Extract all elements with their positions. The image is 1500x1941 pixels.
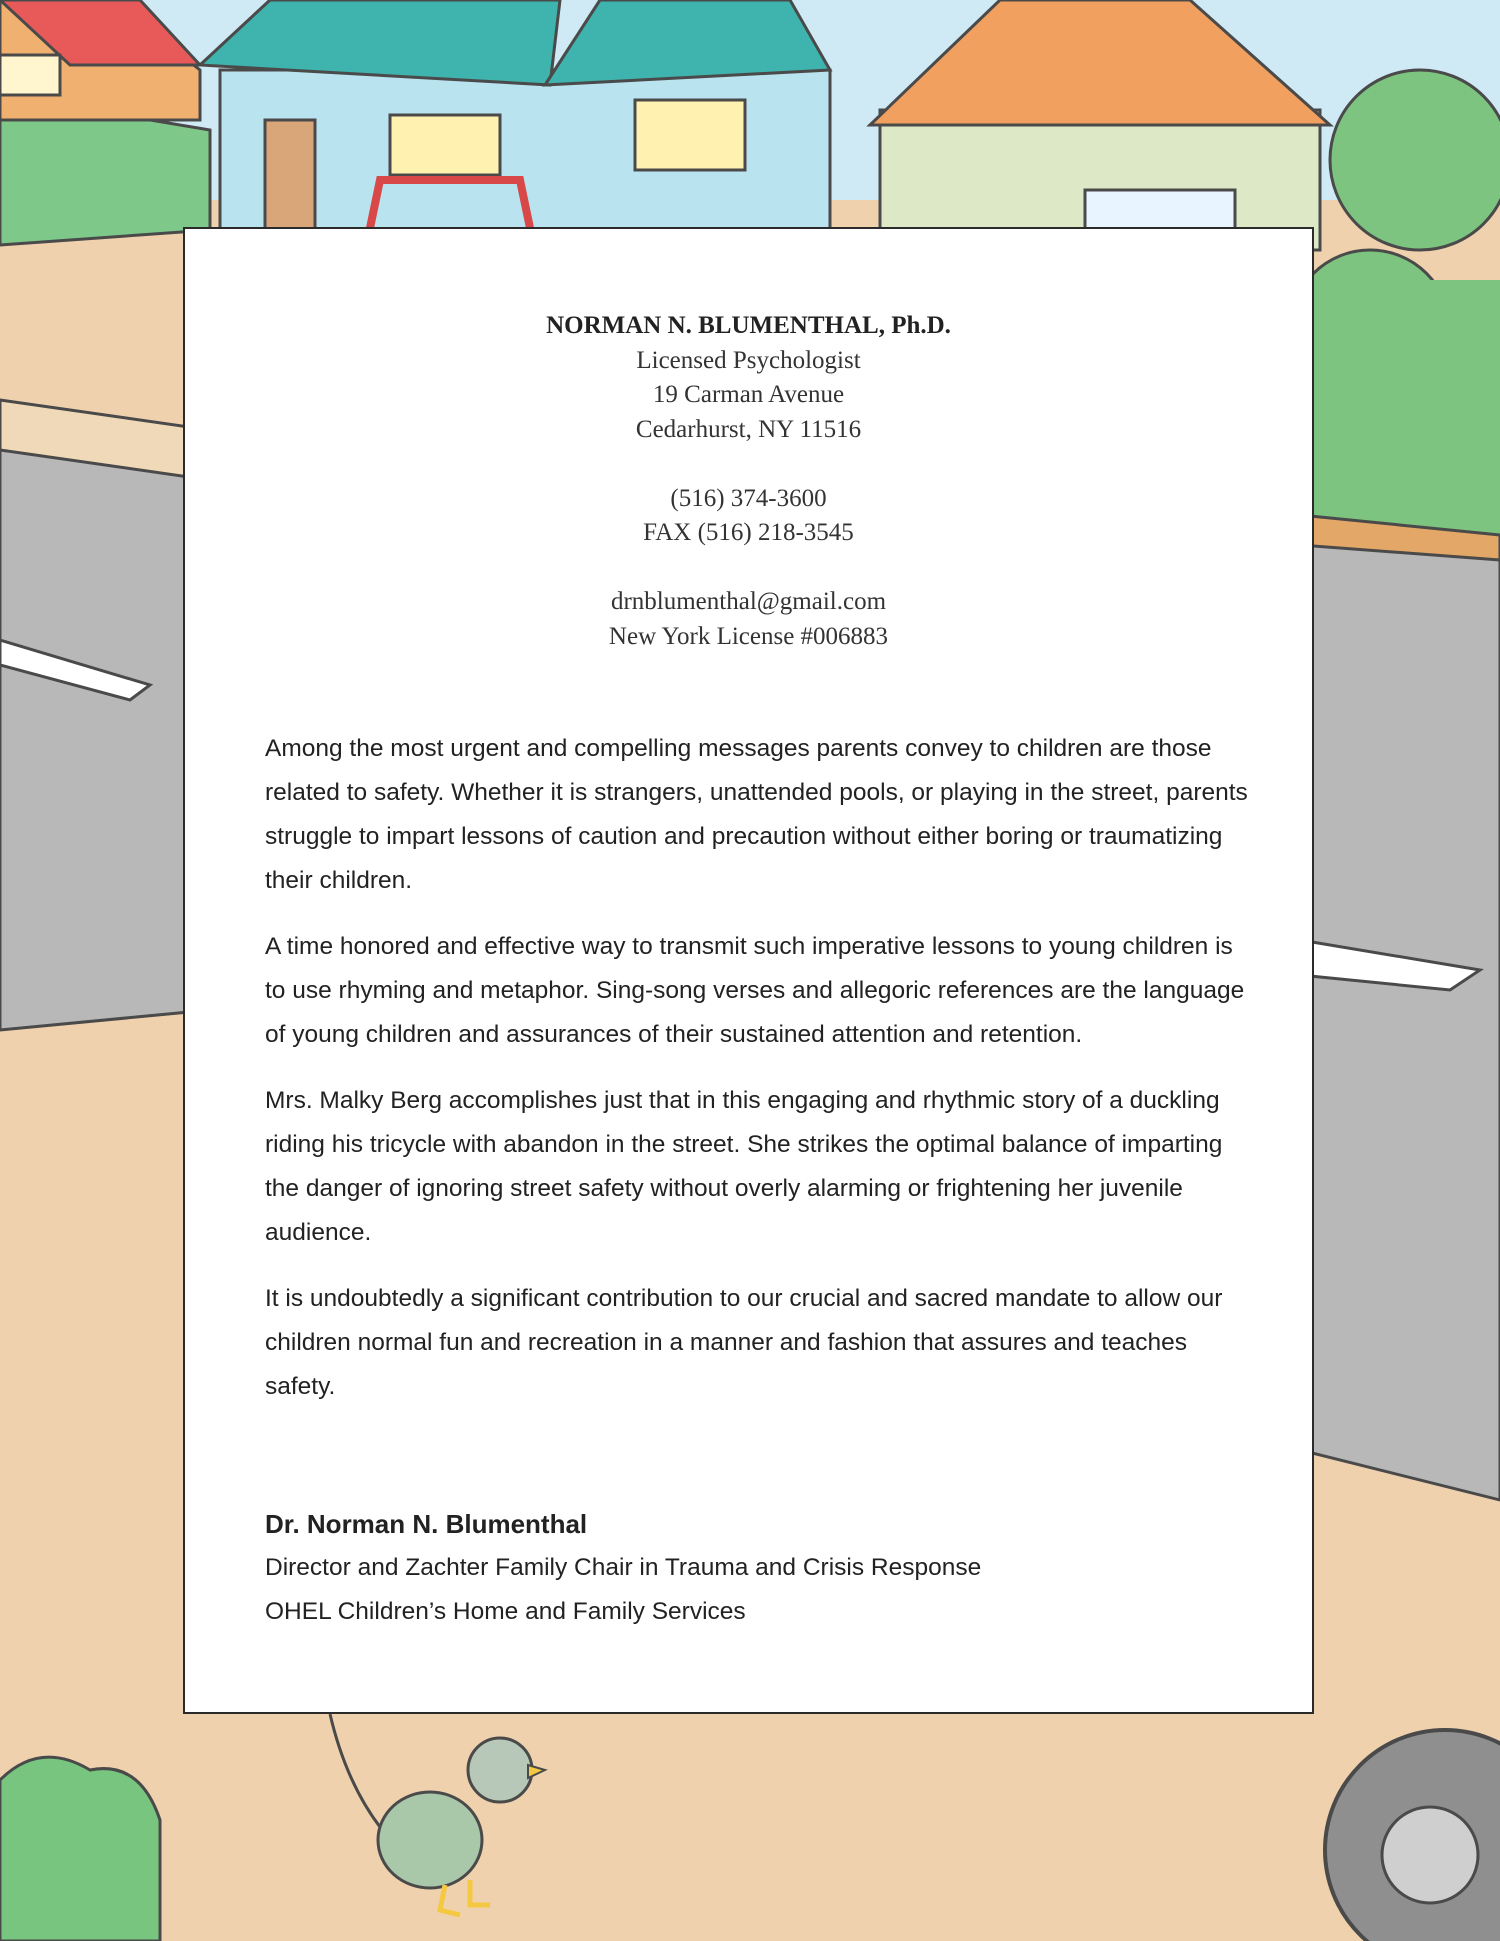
body-paragraph: Mrs. Malky Berg accomplishes just that in this engaging and rhythmic story of a duckling riding his tricycle with abandon in the street. She strikes the optimal balance of imparting the danger of ignoring street safety without overly alarming or frightening her juvenile audience.: [265, 1087, 1223, 1246]
bush-illustration: [0, 1757, 160, 1941]
letterhead-name: NORMAN N. BLUMENTHAL, Ph.D.: [546, 312, 951, 339]
signature-organization: OHEL Children’s Home and Family Services: [265, 1598, 746, 1625]
signature-name: Dr. Norman N. Blumenthal: [265, 1509, 588, 1539]
body-paragraph: A time honored and effective way to transmit such imperative lessons to young children is to use rhyming and metaphor. Sing-song verses and allegoric references are the language of young children and assurances of their sustained attention and retention.: [265, 933, 1245, 1048]
email-address: drnblumenthal@gmail.com: [610, 588, 887, 615]
letter-body: [265, 727, 1255, 1431]
fax-number: FAX (516) 218-3545: [643, 519, 854, 546]
blue-house-illustration: [200, 0, 830, 240]
address-line-1: 19 Carman Avenue: [652, 381, 845, 408]
body-paragraph: Among the most urgent and compelling messages parents convey to children are those related to safety. Whether it is strangers, unattended pools, or playing in the street, parents struggle to impart lessons of caution and precaution without either boring or traumatizing their children.: [265, 735, 1248, 894]
letterhead-title: Licensed Psychologist: [636, 346, 861, 374]
signature-block: [265, 1502, 1255, 1634]
signature-position: Director and Zachter Family Chair in Trauma and Crisis Response: [265, 1554, 982, 1581]
body-paragraph: It is undoubtedly a significant contribution to our crucial and sacred mandate to allow our children normal fun and recreation in a manner and fashion that assures and teaches safety.: [265, 1285, 1223, 1400]
license-number: New York License #006883: [608, 622, 889, 650]
letterhead: [185, 309, 1312, 654]
phone-number: (516) 374-3600: [670, 484, 827, 512]
letter-panel: [183, 227, 1314, 1714]
address-line-2: Cedarhurst, NY 11516: [635, 415, 862, 443]
